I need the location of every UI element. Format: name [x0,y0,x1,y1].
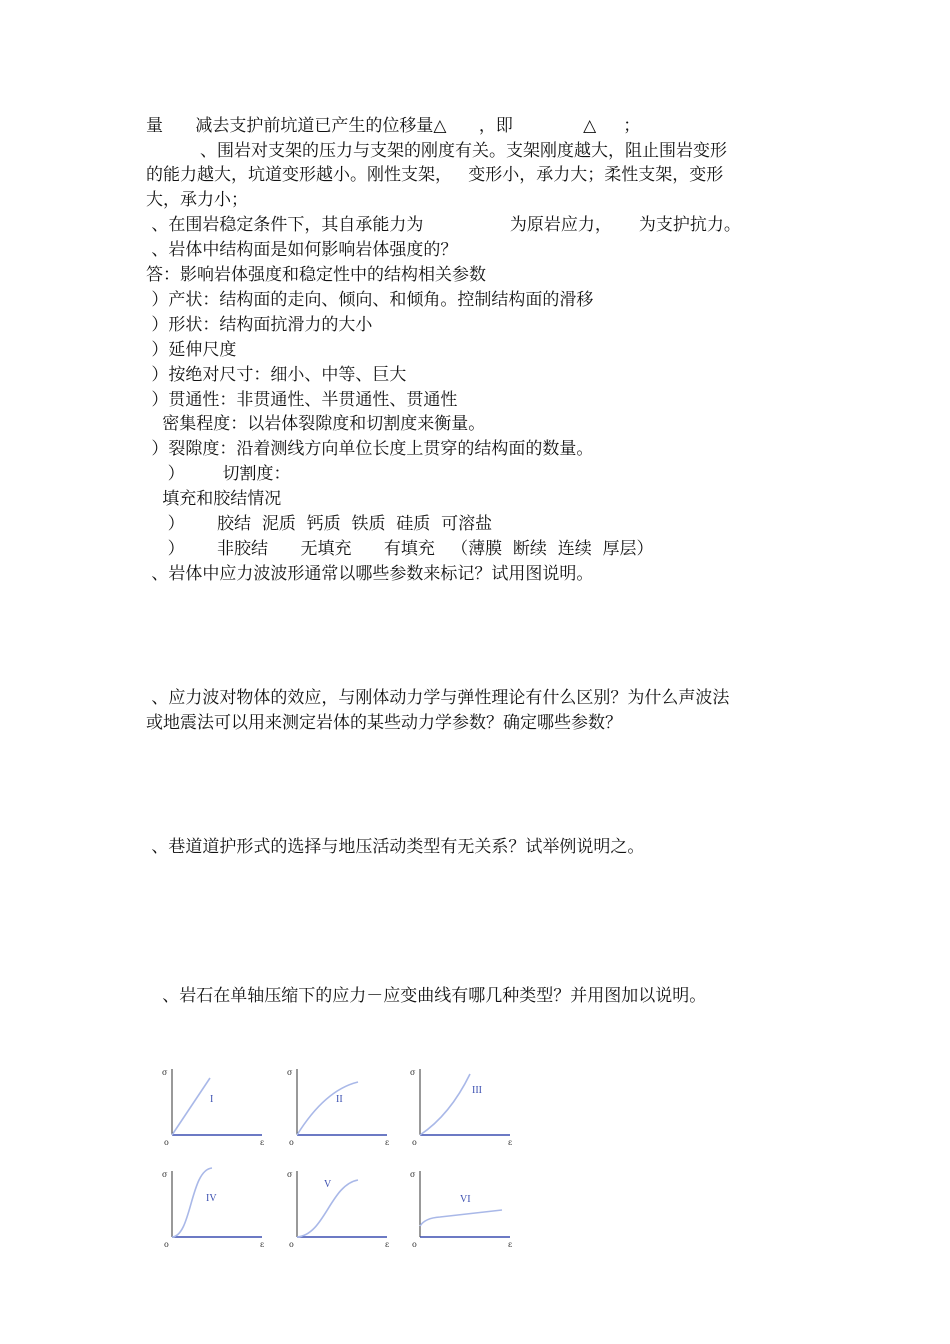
chart-4-origin: o [164,1240,169,1249]
question-roadway-support: 、巷道道护形式的选择与地压活动类型有无关系？试举例说明之。 [146,837,645,857]
chart-4-x-symbol: ε [260,1240,265,1249]
stress-strain-curve-figures [150,1060,530,1260]
list-item-occurrence: ）产状：结构面的走向、倾向、和倾角。控制结构面的滑移 [146,290,594,310]
chart-6-type-label: VI [460,1194,471,1205]
chart-5-x-symbol: ε [385,1240,390,1249]
text-line-4: 大，承力小； [146,190,248,210]
chart-3-curve [420,1074,470,1135]
list-item-penetration: ）贯通性：非贯通性、半贯通性、贯通性 [146,390,458,410]
list-item-shape: ）形状：结构面抗滑力的大小 [146,315,373,335]
question-stress-wave-effect-cont: 或地震法可以用来测定岩体的某些动力学参数？确定哪些参数？ [146,713,622,733]
text-line-2: 、围岩对支架的压力与支架的刚度有关。支架刚度越大，阻止围岩变形 [146,141,728,161]
chart-3-y-symbol: σ [410,1068,416,1077]
chart-3-type-label: III [472,1085,482,1096]
chart-5-y-symbol: σ [287,1170,293,1179]
chart-4-type-label: IV [206,1193,217,1204]
question-structure-plane: 、岩体中结构面是如何影响岩体强度的？ [146,240,458,260]
chart-6-origin: o [412,1240,417,1249]
list-item-absolute-size: ）按绝对尺寸：细小、中等、巨大 [146,365,407,385]
list-item-cemented: ） 胶结 泥质 钙质 铁质 硅质 可溶盐 [146,514,493,534]
chart-1-origin: o [164,1138,169,1147]
chart-6-curve [420,1210,502,1226]
list-item-cutting-degree: ） 切割度： [146,464,291,484]
chart-1-y-symbol: σ [162,1068,168,1077]
chart-2-curve [297,1082,358,1135]
chart-2-x-symbol: ε [385,1138,390,1147]
question-stress-wave-effect: 、应力波对物体的效应，与刚体动力学与弹性理论有什么区别？为什么声波法 [146,688,730,708]
text-line-3: 的能力越大，坑道变形越小。刚性支架， 变形小，承力大；柔性支架，变形 [146,165,724,185]
text-line-1: 量 减去支护前坑道已产生的位移量△ ，即 △ ； [146,116,641,136]
list-item-filling: 填充和胶结情况 [146,489,282,509]
chart-2-type-label: II [336,1094,343,1105]
list-item-extension: ）延伸尺度 [146,340,237,360]
chart-2-origin: o [289,1138,294,1147]
question-stress-strain: 、岩石在单轴压缩下的应力－应变曲线有哪几种类型？并用图加以说明。 [146,986,707,1006]
list-item-non-cemented: ） 非胶结 无填充 有填充 （薄膜 断续 连续 厚层） [146,539,654,559]
chart-3-origin: o [412,1138,417,1147]
chart-5-type-label: V [324,1179,332,1190]
chart-2-y-symbol: σ [287,1068,293,1077]
stress-strain-curves-svg [150,1060,530,1260]
list-item-fissure-degree: ）裂隙度：沿着测线方向单位长度上贯穿的结构面的数量。 [146,439,594,459]
chart-6-x-symbol: ε [508,1240,513,1249]
chart-4-y-symbol: σ [162,1170,168,1179]
list-item-density: 密集程度：以岩体裂隙度和切割度来衡量。 [146,414,486,434]
chart-3-x-symbol: ε [508,1138,513,1147]
chart-5-origin: o [289,1240,294,1249]
chart-1-curve [172,1078,210,1135]
chart-1-x-symbol: ε [260,1138,265,1147]
question-stress-wave: 、岩体中应力波波形通常以哪些参数来标记？试用图说明。 [146,564,594,584]
text-line-5: 、在围岩稳定条件下，其自承能力为 为原岩应力， 为支护抗力。 [146,215,741,235]
chart-1-type-label: I [210,1094,214,1105]
answer-intro: 答：影响岩体强度和稳定性中的结构相关参数 [146,265,486,285]
chart-6-y-symbol: σ [410,1170,416,1179]
